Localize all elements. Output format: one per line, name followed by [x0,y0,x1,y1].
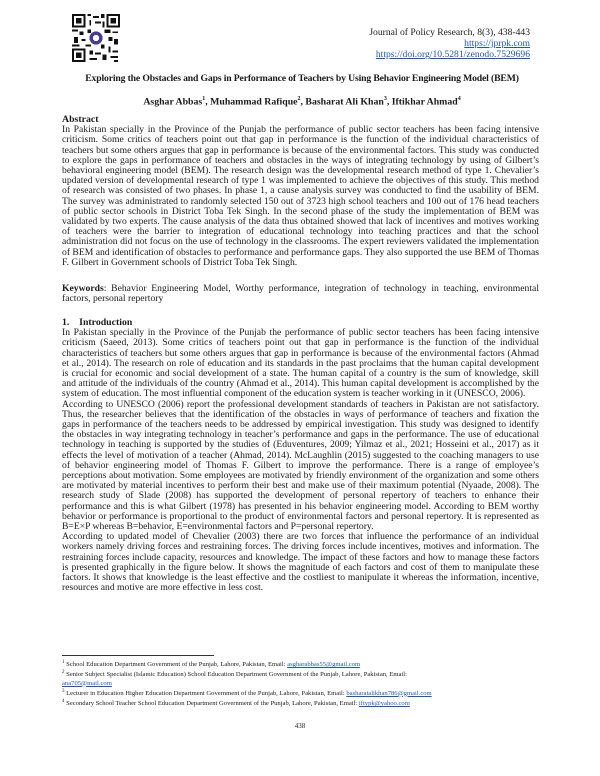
journal-url-link[interactable]: https://jprpk.com [464,38,530,50]
footnote-divider [62,655,214,656]
author-affiliation-mark: 1 [202,96,206,102]
footnote [62,669,539,687]
introduction-section [62,318,539,593]
footnote [62,659,539,669]
footnotes [62,659,539,708]
abstract-text: In Pakistan specially in the Province of the Punjab the performance of public sector teachers has been facing intensive criticism. Some critics of teachers point out that gap in performance is the function of the individual characteristics of teachers but some others argues that gap in performance is because of the environmental factors. This study was conducted to explore the gaps in performance of teachers and obstacles in the ways of integrating technology by using of Gilbert’s behavioral engineering model (BEM). The research design was the developmental research method of type 1. Chevalier’s updated version of developmental research of type 1 was implemented to achieve the objectives of this study. This method of research was consisted of two phases. In phase 1, a cause analysis survey was conducted to find the usability of BEM. The survey was administrated to randomly selected 150 out of 3723 high school teachers and 100 out of 176 head teachers of public sector schools in District Toba Tek Singh. In the second phase of the study the implementation of BEM was validated by two experts. The cause analysis of the data thus obtained showed that lack of incentives and motives working of teachers were the barrier to integration of educational technology into teaching practices and that the school administration did not focus on the use of technology in the classrooms. The expert reviewers validated the implementation of BEM and identification of obstacles to performance and performance gaps. They also supported the use BEM of Thomas F. Gilbert in Government schools of District Toba Tek Singh. [62,124,539,268]
footnote-number: 4 [62,698,65,704]
email-link[interactable]: asgharabbas55@gmail.com [287,661,361,669]
journal-info [369,27,530,61]
footnote-text: Lecturer in Education Higher Education Department Government of the Punjab, Lahore, Pakistan, Email: [66,689,347,697]
author: Muhammad Rafique [210,96,298,108]
footnote-text: Senior Subject Specialist (Islamic Education) School Education Department Government of the Punjab, Lahore, Pakistan, Email: [66,671,407,679]
author: Iftikhar Ahmad [391,96,458,108]
author-affiliation-mark: 4 [457,96,461,102]
footnote [62,688,539,698]
journal-citation: Journal of Policy Research, 8(3), 438-443 [369,27,530,38]
author: Asghar Abbas [143,96,203,108]
keywords-text: : Behavior Engineering Model, Worthy performance, integration of technology in teaching, environmental factors, personal repertory [62,283,539,305]
introduction-heading: 1. Introduction [62,317,133,328]
author-affiliation-mark: 2 [297,96,301,102]
introduction-paragraph: In Pakistan specially in the Province of the Punjab the performance of public sector teachers has been facing intensive criticism (Saeed, 2013). Some critics of teachers point out that gap in performance is the function of the individual characteristics of teachers but some others argues that gap in performance is because of the environmental factors (Ahmad et al., 2014). The research on role of education and its standards in the past proclaims that the human capital development is crucial for economic and social development of a state. The human capital of a country is the sum of knowledge, skill and attitude of the individuals of the country (Ahmad et al., 2014). This human capital development is accomplished by the system of education. The most influential component of the education system is teacher working in it (UNESCO, 2006). [62,327,539,400]
footnote-text: School Education Department Government of the Punjab, Lahore, Pakistan, Email: [66,661,288,669]
paper-title: Exploring the Obstacles and Gaps in Performance of Teachers by Using Behavior Engineering Model (BEM) [85,73,519,84]
email-link[interactable]: basharatalikhan786@gmail.com [346,689,432,697]
footnote-number: 2 [62,670,65,676]
email-link[interactable]: iftypk@yahoo.com [358,700,410,708]
abstract-heading: Abstract [62,114,99,125]
footnote-number: 1 [62,660,65,665]
footnote-number: 3 [62,688,65,694]
keywords-section [62,284,539,304]
introduction-paragraph: According to UNESCO (2006) report the professional development standards of teachers in Pakistan are not satisfactory. Thus, the researcher believes that the identification of the obstacles in ways of performance of teachers and fixation the gaps in performance of the teachers needs to be addressed by empirical investigation. This study was designed to identify the obstacles in way integrating technology in teacher’s performance and gaps in the performance. The use of educational technology in teaching is supported by the studies of (Eduventures, 2009; Yilmaz et al., 2021; Hosseini et al., 2017) as it effects the level of motivation of a teacher (Ahmad, 2014). McLaughlin (2015) suggested to the coaching managers to use of behavior engineering model of Thomas F. Gilbert to improve the performance. There is a range of employee’s perceptions about motivation. Some employees are motivated by friendly environment of the organization and some others are motivated by material incentives to perform their best and make use of their maximum potential (Nyaade, 2008). The research study of Slade (2008) has supported the development of personal repertory of teachers to enhance their performance and this is what Gilbert (1978) has presented in his behavior engineering model. According to BEM worthy behavior or performance is proportional to the product of environmental factors and personal repertory. It is represented as B=E×P whereas B=behavior, E=environmental factors and P=personal repertory. [62,398,539,533]
abstract-section [62,115,539,268]
keywords-label: Keywords [62,283,104,294]
page-number: 438 [294,722,306,730]
introduction-paragraph: According to updated model of Chevalier (2003) there are two forces that influence the performance of an individual workers namely driving forces and restraining forces. The driving forces include incentives, motives and information. The restraining forces include capacity, resources and knowledge. The impact of these factors and how to manage these factors is presented graphically in the figure below. It shows the magnitude of each factors and cost of them to manipulate these factors. It shows that knowledge is the least effective and the costliest to manipulate it whereas the information, incentive, resources and motive are more effective in less cost. [62,531,539,594]
email-link[interactable]: ana705@mail.com [62,679,112,687]
doi-link[interactable]: https://doi.org/10.5281/zenodo.7529696 [375,49,530,61]
footnote [62,698,539,708]
author-affiliation-mark: 3 [383,96,387,102]
footnote-text: Secondary School Teacher School Education Department Government of the Punjab, Lahore, Pakistan, Email: [66,700,359,708]
author: Basharat Ali Khan [305,96,384,108]
author-list: Asghar Abbas$^1$, Muhammad Rafique$^2$, Basharat Ali Khan$^3$, Iftikhar Ahmad$^4$ [143,96,461,108]
qr-code-icon [72,14,120,62]
